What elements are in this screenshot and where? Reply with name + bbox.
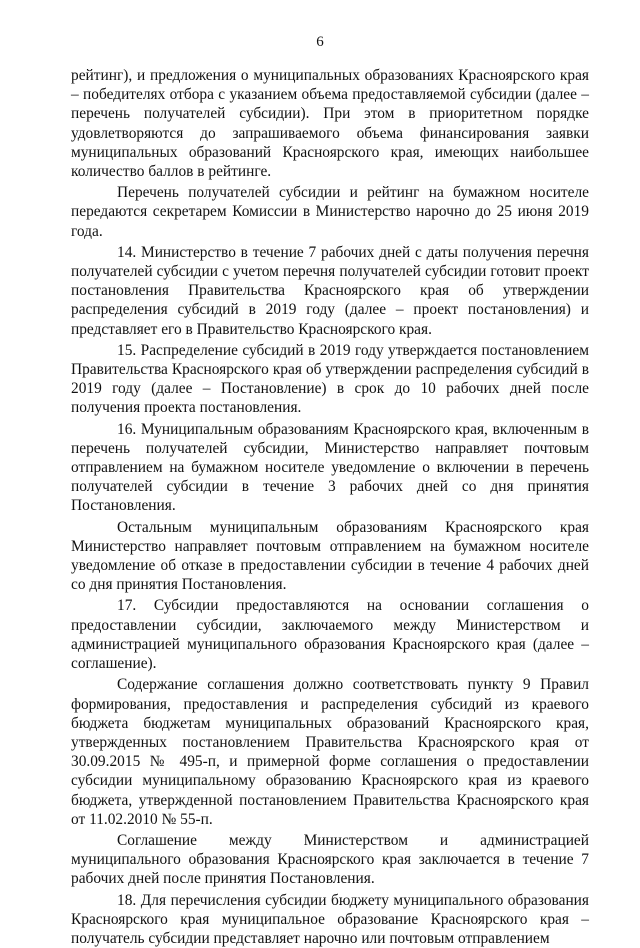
paragraph-clause-14: 14. Министерство в течение 7 рабочих дней с даты получения перечня получателей субсидии с учетом перечня получателей субсидии готовит проект постановления Правительства Красноярского края об утверждении распределения субсидий в 2019 году (далее – проект постановления) и представляет его в Правительство Красноярского края.	[71, 243, 589, 338]
paragraph: Соглашение между Министерством и администрацией муниципального образования Красноярского края заключается в течение 7 рабочих дней после принятия Постановления.	[71, 831, 589, 888]
paragraph-clause-16: 16. Муниципальным образованиям Красноярского края, включенным в перечень получателей субсидии, Министерство направляет почтовым отправлением на бумажном носителе уведомление о включении в перечень получателей субсидии в течение 3 рабочих дней со дня принятия Постановления.	[71, 420, 589, 515]
page-number: 6	[316, 34, 324, 50]
paragraph-clause-18: 18. Для перечисления субсидии бюджету муниципального образования Красноярского края муниципальное образование Красноярского края – получатель субсидии представляет нарочно или почтовым отправлением	[71, 891, 589, 947]
paragraph: Перечень получателей субсидии и рейтинг на бумажном носителе передаются секретарем Комиссии в Министерство нарочно до 25 июня 2019 года.	[71, 184, 589, 240]
paragraph: Остальным муниципальным образованиям Красноярского края Министерство направляет почтовым отправлением на бумажном носителе уведомление об отказе в предоставлении субсидии в течение 4 рабочих дней со дня принятия Постановления.	[71, 518, 589, 594]
paragraph-clause-17: 17. Субсидии предоставляются на основании соглашения о предоставлении субсидии, заключаемого между Министерством и администрацией муниципального образования Красноярского края (далее – соглашение).	[71, 597, 589, 673]
document-body	[71, 66, 589, 948]
paragraph: Содержание соглашения должно соответствовать пункту 9 Правил формирования, предоставления и распределения субсидий из краевого бюджета бюджетам муниципальных образований Красноярского края, утвержденных постановлением Правительства Красноярского края от 30.09.2015 № 495-п, и примерной форме соглашения о предоставлении субсидии муниципальному образованию Красноярского края из краевого бюджета, утвержденной постановлением Правительства Красноярского края от 11.02.2010 № 55-п.	[71, 676, 589, 828]
paragraph-clause-15: 15. Распределение субсидий в 2019 году утверждается постановлением Правительства Красноярского края об утверждении распределения субсидий в 2019 году (далее – Постановление) в срок до 10 рабочих дней после получения проекта постановления.	[71, 341, 589, 417]
paragraph-continuation: рейтинг), и предложения о муниципальных образованиях Красноярского края – победителях отбора с указанием объема предоставляемой субсидии (далее – перечень получателей субсидии). При этом в приоритетном порядке удовлетворяются до запрашиваемого объема финансирования заявки муниципальных образований Красноярского края, имеющих наибольшее количество баллов в рейтинге.	[71, 67, 589, 181]
